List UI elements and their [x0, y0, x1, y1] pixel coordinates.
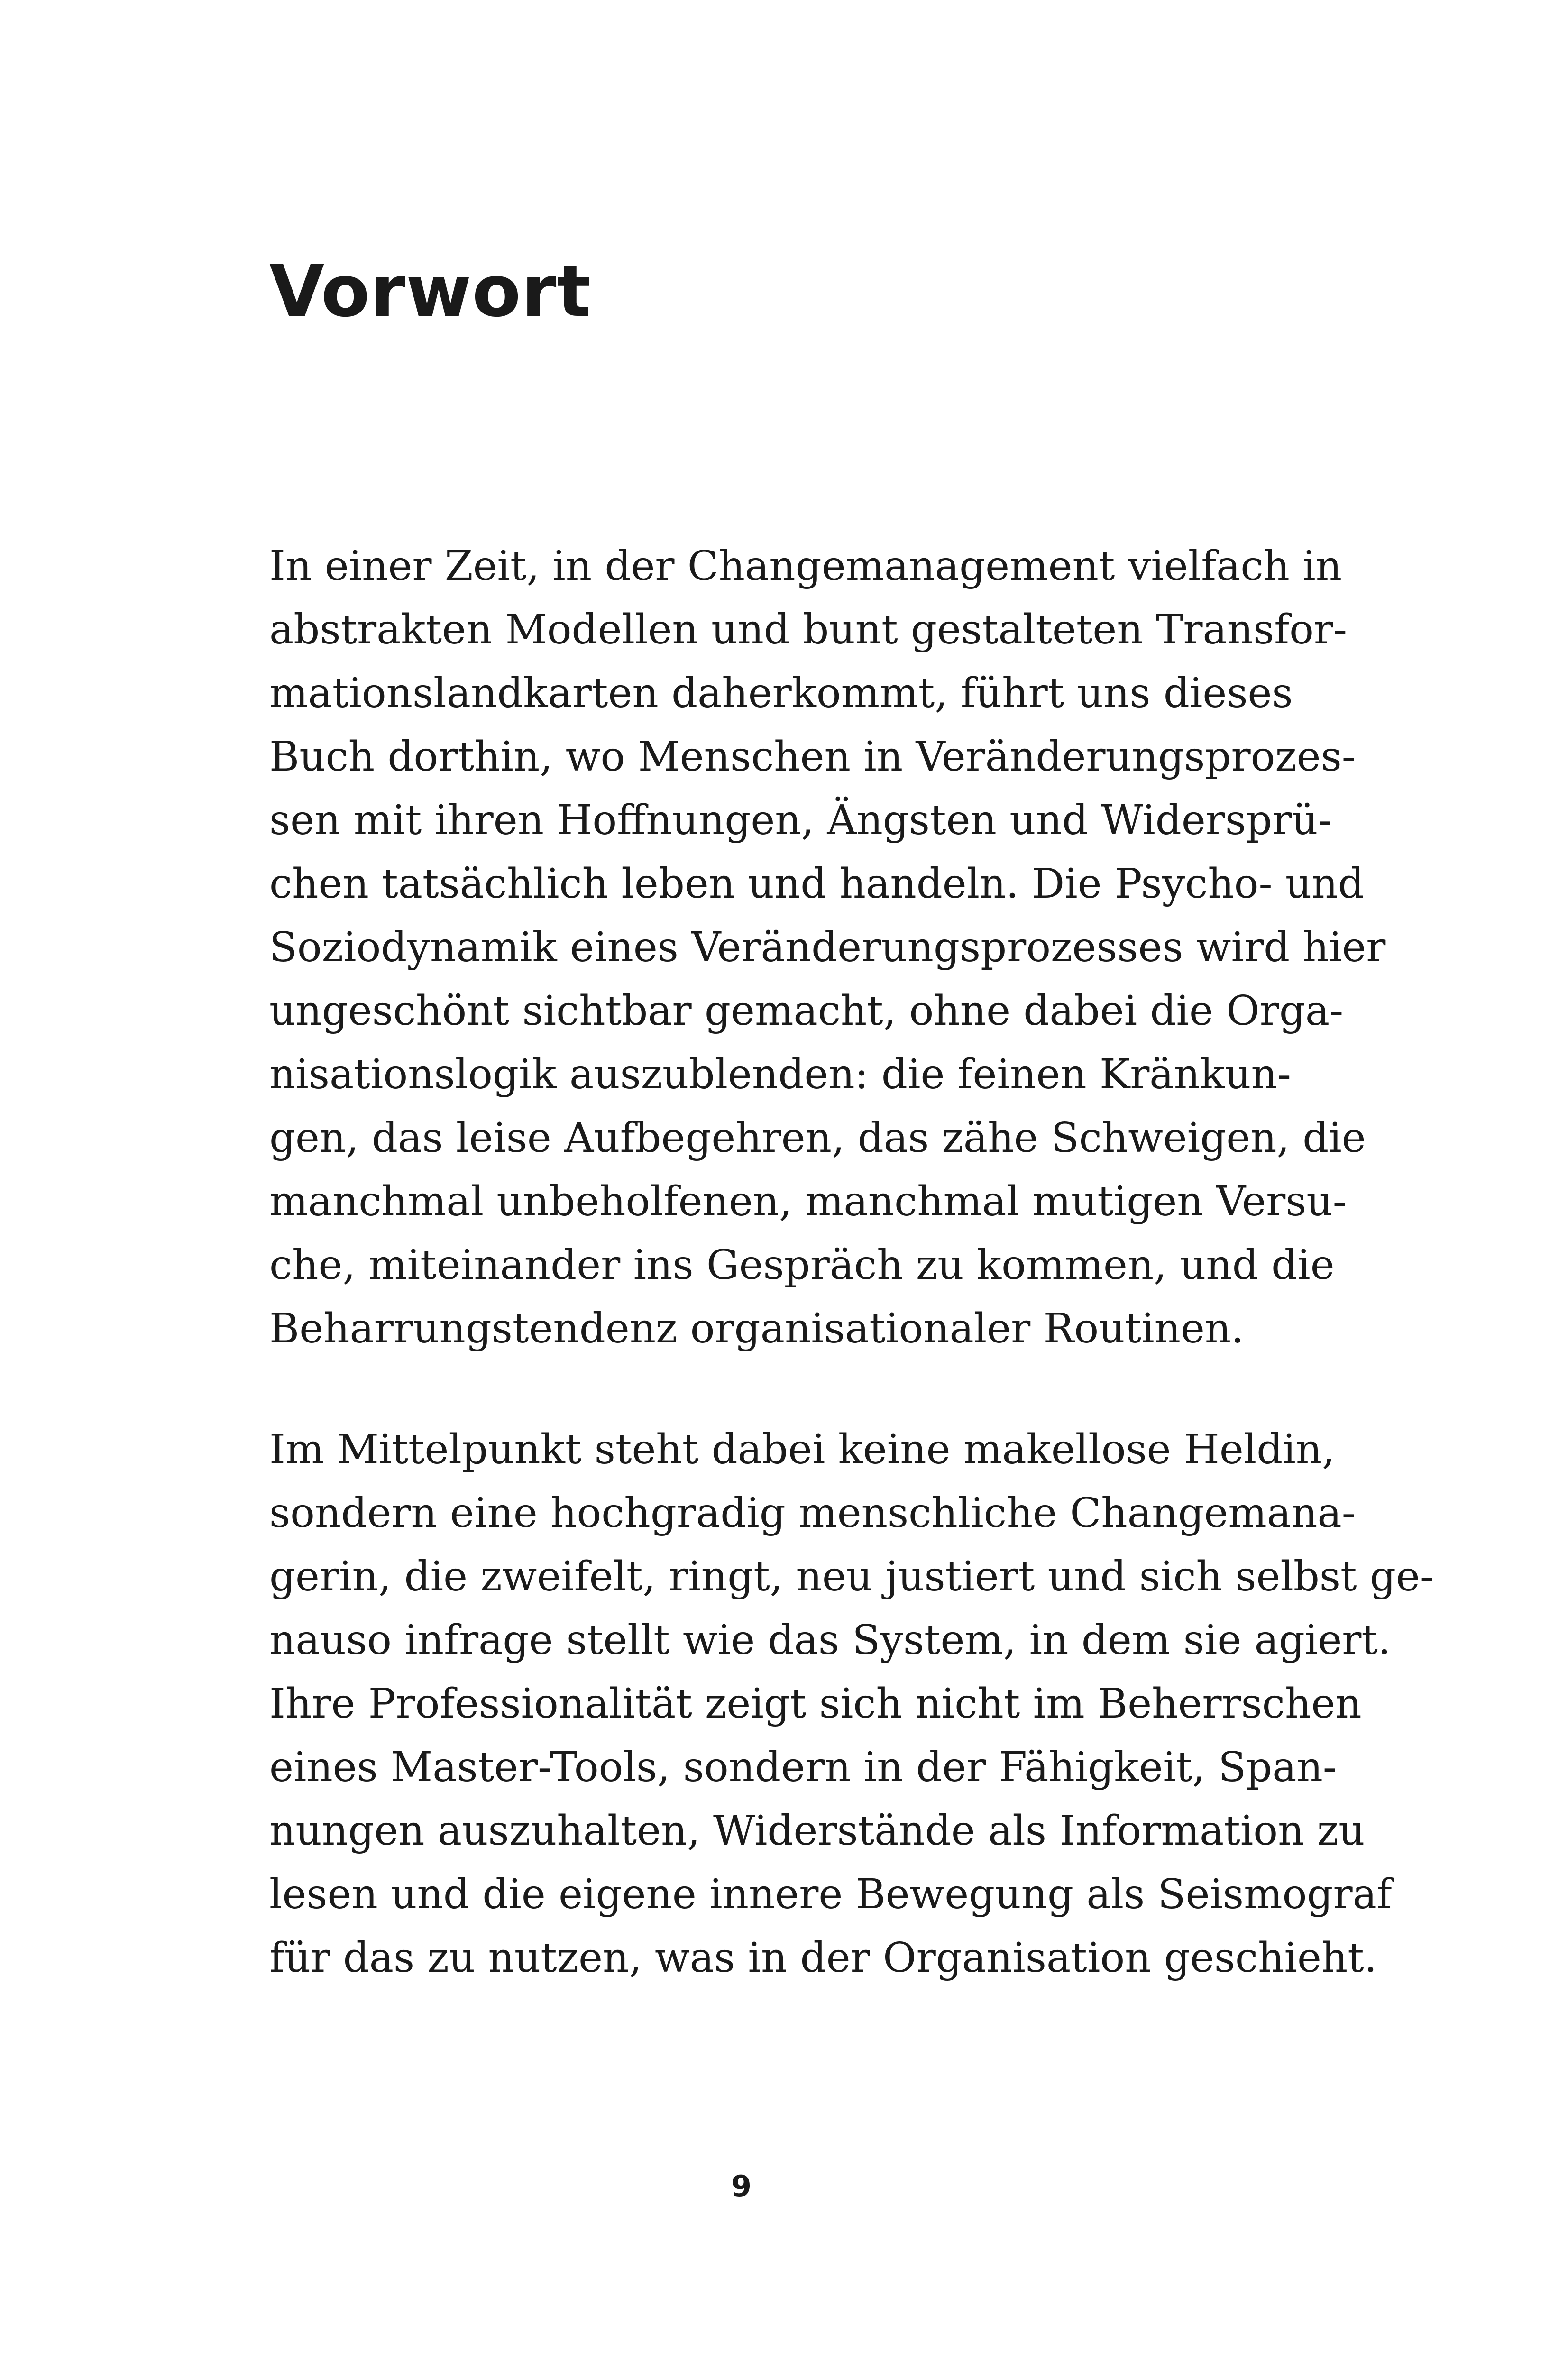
page-title: Vorwort	[269, 250, 592, 333]
paragraph-line: Beharrungstendenz organisationaler Routinen.	[269, 1305, 1244, 1352]
paragraph-line: sen mit ihren Hoffnungen, Ängsten und Widersprü-	[269, 797, 1332, 844]
paragraph-line: In einer Zeit, in der Changemanagement vielfach in	[269, 542, 1342, 590]
paragraph-line: Soziodynamik eines Veränderungsprozesses wird hier	[269, 924, 1386, 971]
paragraph-line: gerin, die zweifelt, ringt, neu justiert und sich selbst ge-	[269, 1553, 1434, 1600]
paragraph-line: Im Mittelpunkt steht dabei keine makellose Heldin,	[269, 1426, 1335, 1473]
paragraph-line: für das zu nutzen, was in der Organisation geschieht.	[269, 1934, 1377, 1982]
paragraph-line: gen, das leise Aufbegehren, das zähe Schweigen, die	[269, 1114, 1366, 1162]
paragraph-line: che, miteinander ins Gespräch zu kommen, und die	[269, 1241, 1335, 1289]
paragraph-line: chen tatsächlich leben und handeln. Die Psycho- und	[269, 860, 1364, 908]
paragraph-2	[269, 1418, 1434, 1990]
paragraph-line: Buch dorthin, wo Menschen in Veränderungsprozes-	[269, 733, 1356, 781]
paragraph-line: sondern eine hochgradig menschliche Changemana-	[269, 1489, 1356, 1537]
paragraph-line: nungen auszuhalten, Widerstände als Information zu	[269, 1807, 1365, 1855]
paragraph-line: abstrakten Modellen und bunt gestalteten Transfor-	[269, 606, 1348, 653]
paragraph-line: ungeschönt sichtbar gemacht, ohne dabei die Orga-	[269, 987, 1344, 1035]
paragraph-line: lesen und die eigene innere Bewegung als Seismograf	[269, 1871, 1392, 1918]
paragraph-line: manchmal unbeholfenen, manchmal mutigen Versu-	[269, 1178, 1347, 1225]
page-number: 9	[731, 2169, 752, 2204]
paragraph-line: eines Master-Tools, sondern in der Fähigkeit, Span-	[269, 1744, 1337, 1791]
paragraph-line: nisationslogik auszublenden: die feinen Kränkun-	[269, 1051, 1291, 1098]
paragraph-line: mationslandkarten daherkommt, führt uns dieses	[269, 670, 1293, 717]
paragraph-1	[269, 534, 1386, 1360]
paragraph-line: Ihre Professionalität zeigt sich nicht im Beherrschen	[269, 1680, 1362, 1728]
paragraph-line: nauso infrage stellt wie das System, in dem sie agiert.	[269, 1617, 1391, 1664]
